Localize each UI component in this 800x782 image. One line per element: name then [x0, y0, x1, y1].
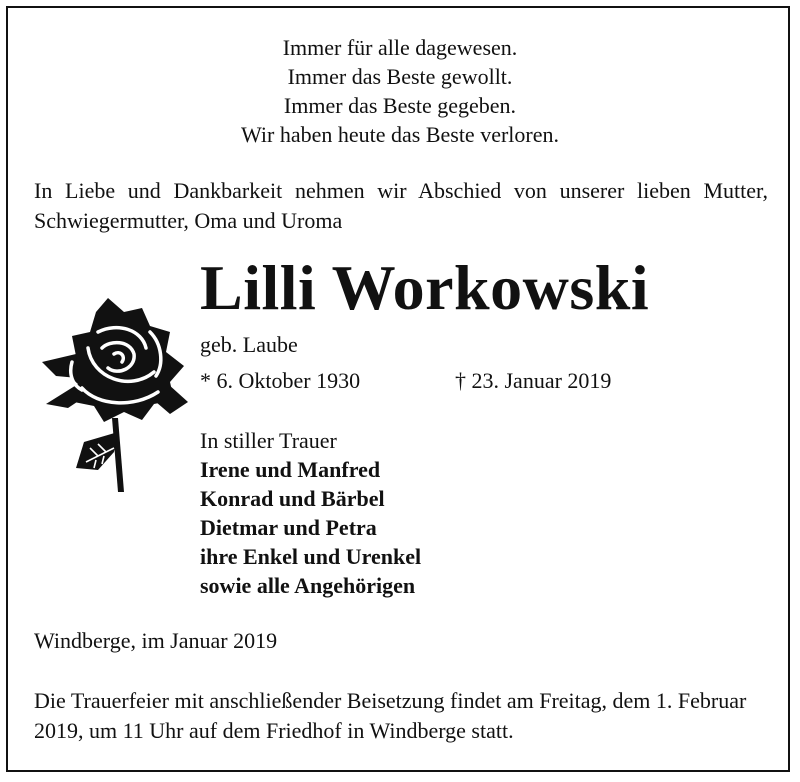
mourner-name: sowie alle Angehörigen — [200, 573, 416, 598]
deceased-name: Lilli Workowski — [200, 252, 650, 323]
mourner-name: Konrad und Bärbel — [200, 486, 385, 511]
poem-line: Immer das Beste gegeben. — [283, 93, 517, 118]
maiden-name: geb. Laube — [200, 332, 298, 357]
birth-date: * 6. Oktober 1930 — [200, 368, 361, 393]
poem-line: Immer das Beste gewollt. — [287, 64, 513, 89]
mourner-name: Irene und Manfred — [200, 457, 381, 482]
poem-line: Immer für alle dagewesen. — [282, 35, 518, 60]
mourners-intro: In stiller Trauer — [200, 428, 337, 453]
mourners-block — [200, 426, 421, 600]
death-date: † 23. Januar 2019 — [455, 368, 612, 393]
rose-icon — [38, 292, 188, 492]
poem — [0, 33, 800, 149]
intro-text: In Liebe und Dankbarkeit nehmen wir Abschied von unserer lieben Mutter, Schwiegermutter, Oma und Uroma — [34, 178, 768, 233]
funeral-notice: Die Trauerfeier mit anschließender Beisetzung findet am Freitag, dem 1. Februar 2019, um 11 Uhr auf dem Friedhof in Windberge statt. — [34, 688, 747, 743]
mourner-name: Dietmar und Petra — [200, 515, 377, 540]
mourner-name: ihre Enkel und Urenkel — [200, 544, 422, 569]
place-date: Windberge, im Januar 2019 — [34, 628, 278, 653]
poem-line: Wir haben heute das Beste verloren. — [241, 122, 559, 147]
